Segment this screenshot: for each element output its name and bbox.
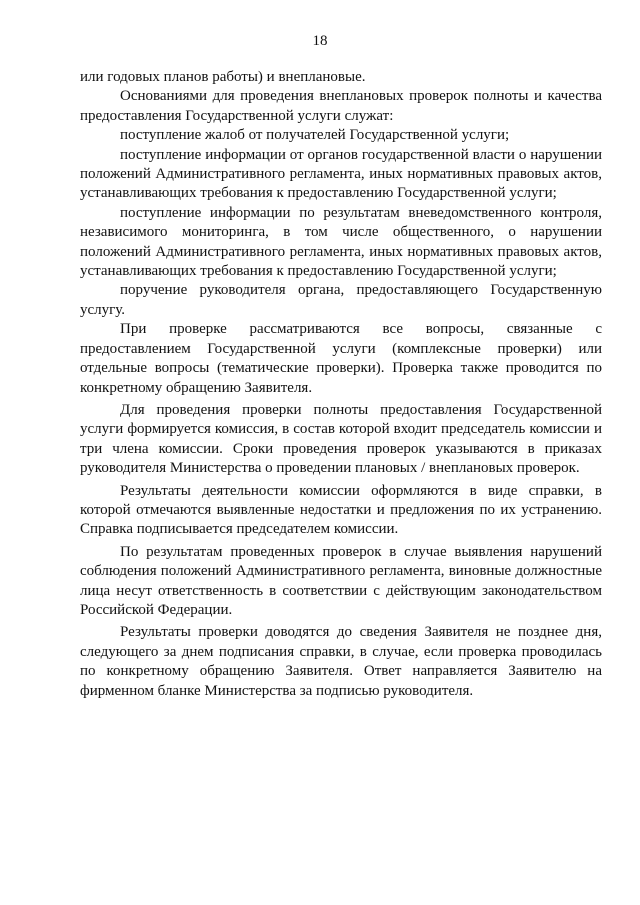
paragraph-monitoring-info: поступление информации по результатам вневедомственного контроля, независимого мониторинга, в том числе общественного, о нарушении положений Административного регламента, иных нормативных правовых актов, устанавливающих требования к предоставлению Государственной услуги; — [80, 204, 602, 280]
paragraph-complaints: поступление жалоб от получателей Государственной услуги; — [120, 127, 510, 144]
paragraph-inspection-scope: При проверке рассматриваются все вопросы, связанные с предоставлением Государственной услуги (комплексные проверки) или отдельные вопросы (тематические проверки). Проверка также проводится по конкретному обращению Заявителя. — [80, 321, 602, 396]
paragraph-commission: Для проведения проверки полноты предоставления Государственной услуги формируется комиссия, в состав которой входит председатель комиссии и три члена комиссии. Сроки проведения проверок указываются в приказах руководителя Министерства о проведении плановых / внеплановых проверок. — [80, 401, 602, 477]
paragraph-notification: Результаты проверки доводятся до сведения Заявителя не позднее дня, следующего за днем подписания справки, в случае, если проверка проводилась по конкретному обращению Заявителя. Ответ направляется Заявителю на фирменном бланке Министерства за подписью руководителя. — [80, 624, 602, 699]
paragraph-responsibility: По результатам проведенных проверок в случае выявления нарушений соблюдения положений Административного регламента, виновные должностные лица несут ответственность в соответствии с действующим законодательством Российской Федерации. — [80, 543, 602, 618]
paragraph-grounds: Основаниями для проведения внеплановых проверок полноты и качества предоставления Государственной услуги служат: — [80, 88, 602, 124]
page-number: 18 — [312, 33, 328, 49]
paragraph-instruction: поручение руководителя органа, предоставляющего Государственную услугу. — [80, 282, 602, 318]
paragraph-authority-info: поступление информации от органов государственной власти о нарушении положений Административного регламента, иных нормативных правовых актов, устанавливающих требования к предоставлению Государственной услуги; — [80, 146, 602, 202]
paragraph-continuation: или годовых планов работы) и внеплановые. — [80, 69, 366, 85]
paragraph-commission-results: Результаты деятельности комиссии оформляются в виде справки, в которой отмечаются выявленные недостатки и предложения по их устранению. Справка подписывается председателем комиссии. — [80, 482, 602, 538]
document-body — [80, 68, 602, 701]
